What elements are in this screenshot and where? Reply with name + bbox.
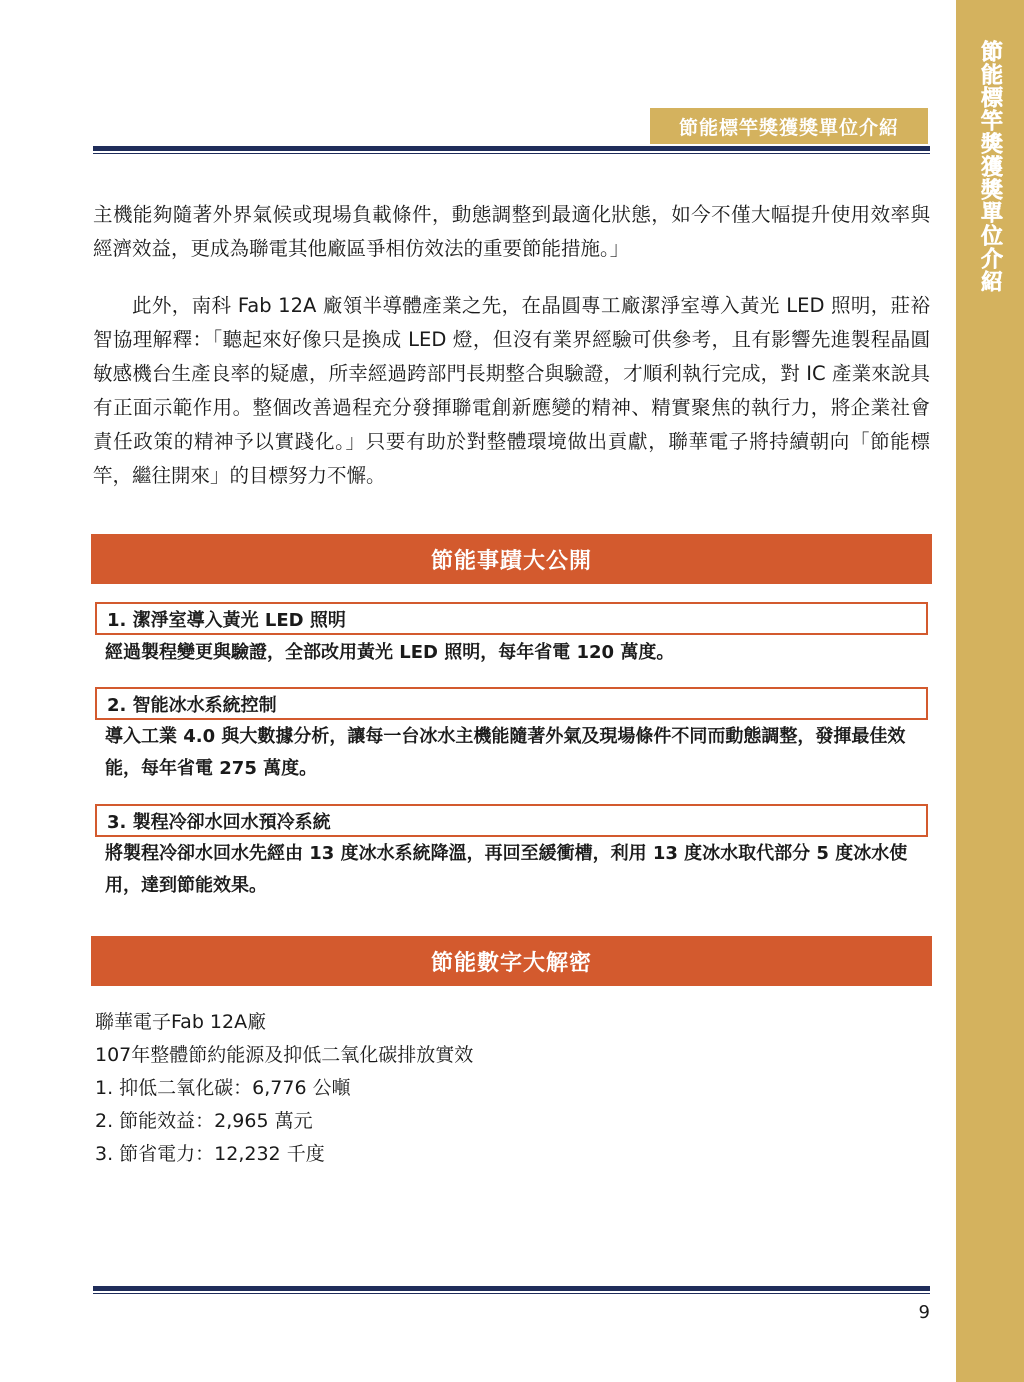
achievement-item-desc: 經過製程變更與驗證，全部改用黃光 LED 照明，每年省電 120 萬度。 — [105, 642, 675, 663]
achievements-heading: 節能事蹟大公開 — [91, 534, 932, 584]
achievement-item-title: 3. 製程冷卻水回水預冷系統 — [95, 804, 928, 837]
numbers-line: 1. 抑低二氧化碳：6,776 公噸 — [95, 1077, 351, 1099]
achievement-item-title: 2. 智能冰水系統控制 — [95, 687, 928, 720]
numbers-line: 3. 節省電力：12,232 千度 — [95, 1143, 325, 1165]
side-section-title: 節能標竿獎獲獎單位介紹 — [977, 40, 1003, 293]
section-tag: 節能標竿獎獲獎單位介紹 — [650, 108, 928, 144]
numbers-line: 107年整體節約能源及抑低二氧化碳排放實效 — [95, 1044, 474, 1066]
body-paragraph-1: 主機能夠隨著外界氣候或現場負載條件，動態調整到最適化狀態，如今不僅大幅提升使用效率與經濟效益，更成為聯電其他廠區爭相仿效法的重要節能措施。」 — [93, 203, 930, 260]
achievement-item-desc: 導入工業 4.0 與大數據分析，讓每一台冰水主機能隨著外氣及現場條件不同而動態調整，發揮最佳效能，每年省電 275 萬度。 — [105, 726, 906, 779]
numbers-line: 聯華電子Fab 12A廠 — [95, 1011, 267, 1033]
header-rule — [93, 146, 930, 154]
body-paragraph-2: 此外，南科 Fab 12A 廠領半導體產業之先，在晶圓專工廠潔淨室導入黃光 LED 照明，莊裕智協理解釋：「聽起來好像只是換成 LED 燈，但沒有業界經驗可供參考，且有影響先進製程晶圓敏感機台生產良率的疑慮，所幸經過跨部門長期整合與驗證，才順利執行完成，對 IC 產業來說具有正面示範作用。整個改善過程充分發揮聯電創新應變的精神、精實聚焦的執行力，將企業社會責任政策的精神予以實踐化。」只要有助於對整體環境做出貢獻，聯華電子將持續朝向「節能標竿，繼往開來」的目標努力不懈。 — [93, 294, 930, 487]
numbers-heading: 節能數字大解密 — [91, 936, 932, 986]
numbers-line: 2. 節能效益：2,965 萬元 — [95, 1110, 313, 1132]
page-number: 9 — [918, 1302, 930, 1323]
achievement-item-desc: 將製程冷卻水回水先經由 13 度冰水系統降溫，再回至緩衝槽，利用 13 度冰水取代部分 5 度冰水使用，達到節能效果。 — [105, 843, 908, 896]
achievement-item-title: 1. 潔淨室導入黃光 LED 照明 — [95, 602, 928, 635]
footer-rule — [93, 1286, 930, 1294]
